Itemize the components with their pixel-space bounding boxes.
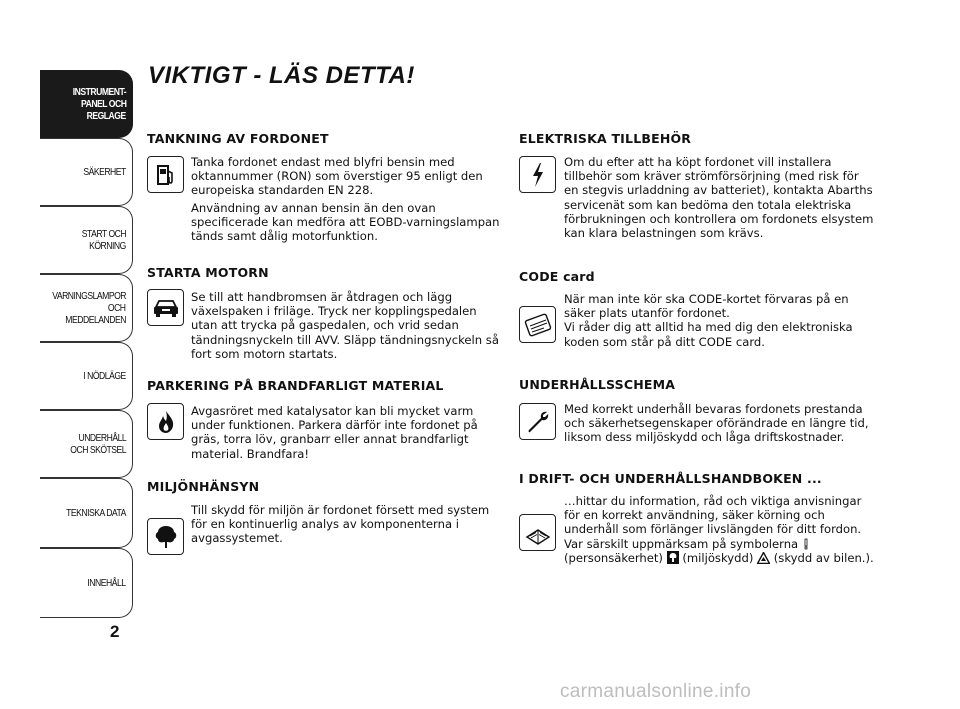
- flame-icon: [147, 403, 184, 440]
- section-heading-handbook: I DRIFT- OCH UNDERHÅLLSHANDBOKEN ...: [519, 471, 822, 486]
- tab-label: OCH SKÖTSEL: [70, 444, 126, 456]
- paragraph: Med korrekt underhåll bevaras fordonets prestanda och säkerhetsegenskaper oförändrade en längre tid, liksom dess miljöskydd och låga driftskostnader.: [564, 402, 869, 445]
- tab-contents[interactable]: [40, 548, 133, 618]
- watermark: carmanualsonline.info: [560, 681, 752, 702]
- paragraph: Avgasröret med katalysator kan bli mycket varm under funktionen. Parkera därför inte fordonet på gräs, torra löv, granbarr eller annat brandfarligt material. Brandfara!: [191, 404, 478, 461]
- personal-safety-icon: [802, 538, 810, 550]
- section-heading-maintenance: UNDERHÅLLSSCHEMA: [519, 377, 676, 392]
- paragraph: Om du efter att ha köpt fordonet vill installera tillbehör som kräver strömförsörjning (med risk för en stegvis urladdning av batteriet), kontakta Abarths servicenät som kan bedöma den totala elektriska förbrukningen och kontrollera om fordonets elsystem kan klara belastningen som krävs.: [564, 155, 874, 241]
- vehicle-protection-icon: [757, 552, 770, 564]
- maintenance-text: [564, 402, 876, 448]
- tab-label: PANEL OCH: [80, 98, 126, 110]
- personal-safety-label: (personsäkerhet): [564, 550, 663, 565]
- tab-instrument-panel[interactable]: [40, 70, 133, 138]
- fuel-pump-icon: [147, 156, 184, 193]
- tab-label: I NÖDLÄGE: [83, 370, 126, 382]
- handbook-text: [564, 494, 876, 568]
- tab-label: INSTRUMENT-: [72, 86, 126, 98]
- paragraph: Vi råder dig att alltid ha med dig den elektroniska koden som står på ditt CODE card.: [564, 320, 853, 349]
- tab-label: KÖRNING: [89, 240, 126, 252]
- page-number: 2: [110, 622, 120, 641]
- tab-label: TEKNISKA DATA: [66, 507, 126, 519]
- tab-label: SÄKERHET: [83, 166, 126, 178]
- car-icon: [147, 289, 184, 326]
- wrench-icon: [519, 403, 556, 440]
- section-heading-parking: PARKERING PÅ BRANDFARLIGT MATERIAL: [147, 378, 444, 393]
- environment-text: [191, 503, 501, 549]
- section-heading-code-card: CODE card: [519, 269, 595, 284]
- tab-label: REGLAGE: [86, 110, 126, 122]
- paragraph: Användning av annan bensin än den ovan specificerade kan medföra att EOBD-varningslampan tänds samt dålig motorfunktion.: [191, 200, 500, 244]
- tab-label: VARNINGSLAMPOR: [52, 290, 126, 302]
- tab-label: OCH: [108, 302, 126, 314]
- tab-label: START OCH: [81, 228, 126, 240]
- paragraph: Till skydd för miljön är fordonet försett med system för en kontinuerlig analys av komponenterna i avgassystemet.: [191, 503, 490, 546]
- section-heading-environment: MILJÖNHÄNSYN: [147, 479, 260, 494]
- tab-technical-data[interactable]: [40, 478, 133, 548]
- section-heading-electrical: ELEKTRISKA TILLBEHÖR: [519, 131, 692, 146]
- sidebar-nav: [40, 70, 133, 618]
- tab-warning-lights[interactable]: [40, 274, 133, 342]
- tab-label: UNDERHÅLL: [78, 432, 126, 444]
- tree-icon: [147, 518, 184, 555]
- tab-label: MEDDELANDEN: [65, 314, 126, 326]
- section-heading-start: STARTA MOTORN: [147, 265, 269, 280]
- tab-maintenance[interactable]: [40, 410, 133, 478]
- section-heading-refuelling: TANKNING AV FORDONET: [147, 131, 329, 146]
- lightning-icon: [519, 156, 556, 193]
- vehicle-protection-label: (skydd av bilen.).: [773, 550, 874, 565]
- code-card-text: [564, 292, 876, 352]
- tab-start-driving[interactable]: [40, 206, 133, 274]
- environment-label: (miljöskydd): [682, 550, 754, 565]
- environment-symbol-icon: [667, 551, 679, 564]
- paragraph: Tanka fordonet endast med blyfri bensin med oktannummer (RON) som överstiger 95 enligt den europeiska standarden EN 228.: [191, 155, 483, 198]
- handbook-icon: [519, 514, 556, 551]
- paragraph: Se till att handbromsen är åtdragen och lägg växelspaken i friläge. Tryck ner kopplingspedalen utan att trycka på gaspedalen, och vrid sedan tändningsnyckeln till AVV. Släpp tändningsnyckeln så fort som motorn startats.: [191, 290, 499, 361]
- handbook-intro: …hittar du information, råd och viktiga anvisningar för en korrekt användning, säker körning och underhåll som förlänger livslängden för ditt fordon. Var särskilt uppmärksam på symbolerna: [564, 494, 862, 551]
- tab-label: INNEHÅLL: [87, 577, 126, 589]
- code-card-icon: [519, 306, 556, 343]
- paragraph: [564, 494, 876, 565]
- refuelling-text: [191, 155, 501, 246]
- tab-safety[interactable]: [40, 138, 133, 206]
- paragraph: När man inte kör ska CODE-kortet förvaras på en säker plats utanför fordonet.: [564, 292, 849, 321]
- parking-text: [191, 404, 491, 464]
- tab-emergency[interactable]: [40, 342, 133, 410]
- start-text: [191, 290, 501, 364]
- electrical-text: [564, 155, 876, 243]
- page-title: VIKTIGT - LÄS DETTA!: [148, 62, 415, 89]
